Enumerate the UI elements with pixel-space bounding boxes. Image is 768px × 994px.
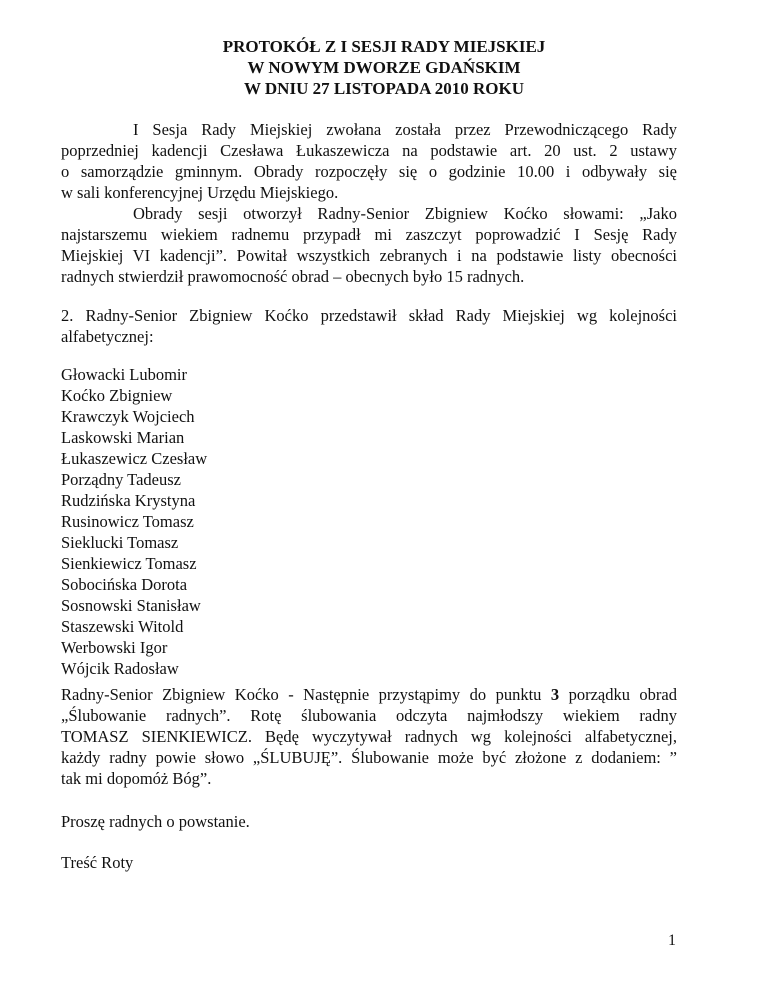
request-text: Proszę radnych o powstanie.: [61, 812, 250, 831]
intro-p1-line-3: o samorządzie gminnym. Obrady rozpoczęły się o godzinie 10.00 i odbywały się: [61, 162, 677, 181]
title-line-3: W DNIU 27 LISTOPADA 2010 ROKU: [243, 79, 525, 98]
agenda-point-number: 3: [550, 685, 560, 704]
councillor-list: [61, 364, 677, 679]
councillor-list-item: Sosnowski Stanisław: [61, 596, 201, 615]
section-2-line-1: 2. Radny-Senior Zbigniew Koćko przedstawił skład Rady Miejskiej wg kolejności: [61, 306, 677, 325]
intro-paragraph-1: [61, 119, 677, 203]
councillor-list-item: Sienkiewicz Tomasz: [61, 554, 197, 573]
councillor-list-item: Werbowski Igor: [61, 638, 168, 657]
intro-p1-line-4: w sali konferencyjnej Urzędu Miejskiego.: [61, 183, 339, 202]
section-3-line-3: TOMASZ SIENKIEWICZ. Będę wyczytywał radnych wg kolejności alfabetycznej,: [61, 727, 677, 746]
intro-section: [61, 119, 677, 287]
intro-p2-line-4: radnych stwierdził prawomocność obrad – obecnych było 15 radnych.: [61, 267, 525, 286]
councillor-list-item: Głowacki Lubomir: [61, 365, 188, 384]
councillor-names: [61, 364, 677, 679]
councillor-list-item: Sieklucki Tomasz: [61, 533, 179, 552]
title-line-2: W NOWYM DWORZE GDAŃSKIM: [247, 58, 521, 77]
intro-p2-line-1: Obrady sesji otworzył Radny-Senior Zbigniew Koćko słowami: „Jako: [133, 204, 677, 223]
councillor-list-item: Laskowski Marian: [61, 428, 185, 447]
councillor-list-item: Krawczyk Wojciech: [61, 407, 195, 426]
section-3: [61, 684, 677, 789]
section-2: [61, 305, 677, 347]
oath-heading-paragraph: [61, 852, 677, 873]
councillor-list-item: Staszewski Witold: [61, 617, 184, 636]
oath-heading: Treść Roty: [61, 853, 134, 872]
request-paragraph: [61, 811, 677, 832]
councillor-list-item: Koćko Zbigniew: [61, 386, 173, 405]
councillor-list-item: Łukaszewicz Czesław: [61, 449, 208, 468]
councillor-list-item: Rusinowicz Tomasz: [61, 512, 194, 531]
section-3-line-1: [61, 684, 677, 705]
section-3-line-4: każdy radny powie słowo „ŚLUBUJĘ”. Ślubowanie może być złożone z dodaniem: ”: [61, 748, 677, 767]
section-3-line-5: tak mi dopomóż Bóg”.: [61, 769, 212, 788]
section-2-line-2: alfabetycznej:: [61, 327, 154, 346]
intro-p2-line-3: Miejskiej VI kadencji”. Powitał wszystkich zebranych i na podstawie listy obecności: [61, 246, 677, 265]
section-3-line-1-start: Radny-Senior Zbigniew Koćko - Następnie przystąpimy do punktu: [61, 685, 551, 704]
intro-p2-line-2: najstarszemu wiekiem radnemu przypadł mi zaszczyt poprowadzić I Sesję Rady: [61, 225, 677, 244]
councillor-list-item: Porządny Tadeusz: [61, 470, 181, 489]
intro-paragraph-2: [61, 203, 677, 287]
intro-p1-line-1: I Sesja Rady Miejskiej zwołana została przez Przewodniczącego Rady: [133, 120, 677, 139]
councillor-list-item: Rudzińska Krystyna: [61, 491, 196, 510]
section-3-line-1-end: porządku obrad: [559, 685, 677, 704]
title-line-1: PROTOKÓŁ Z I SESJI RADY MIEJSKIEJ: [222, 37, 546, 56]
councillor-list-item: Wójcik Radosław: [61, 659, 179, 678]
document-title: [0, 36, 768, 99]
councillor-list-item: Sobocińska Dorota: [61, 575, 188, 594]
intro-p1-line-2: poprzedniej kadencji Czesława Łukaszewicza na podstawie art. 20 ust. 2 ustawy: [61, 141, 677, 160]
page-number: 1: [668, 932, 676, 949]
section-3-line-2: „Ślubowanie radnych”. Rotę ślubowania odczyta najmłodszy wiekiem radny: [61, 706, 677, 725]
